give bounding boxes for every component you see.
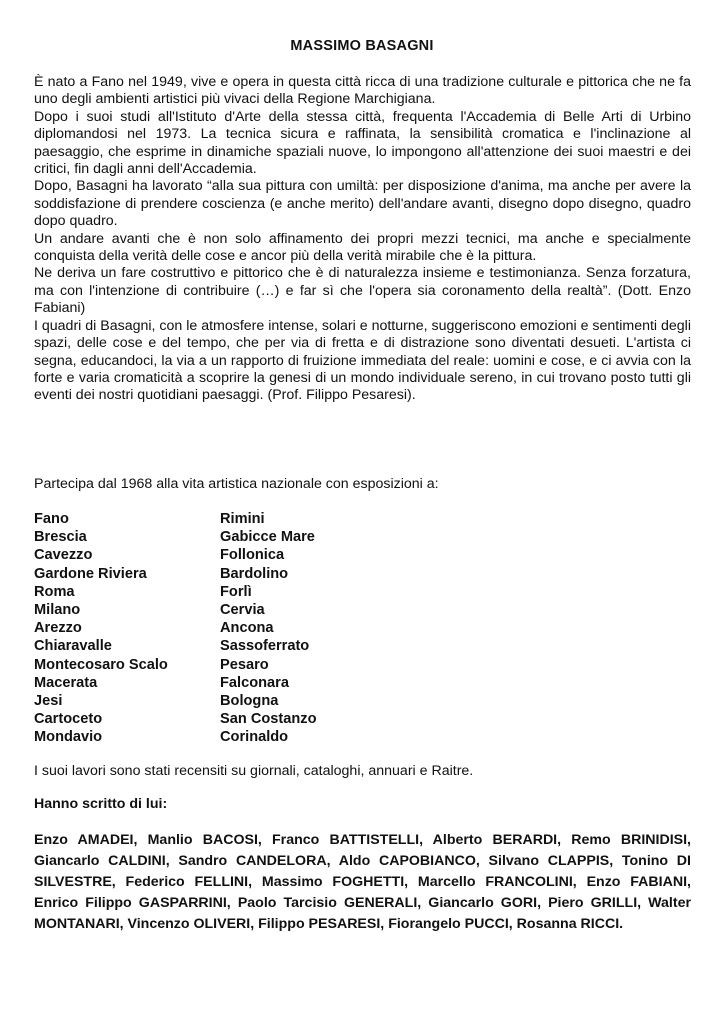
bio-paragraph: Dopo, Basagni ha lavorato “alla sua pittura con umiltà: per disposizione d'anima, ma anche per avere la soddisfazione di prendere coscienza (e anche merito) dell'andare avanti, disegno dopo disegno, quadro dopo quadro. (34, 178, 691, 230)
city-item: Chiaravalle (34, 638, 112, 655)
city-item: Rimini (220, 511, 265, 527)
exhibitions-intro: Partecipa dal 1968 alla vita artistica nazionale con esposizioni a: (34, 476, 439, 492)
city-item: Cervia (220, 602, 265, 619)
city-item: Montecosaro Scalo (34, 656, 168, 673)
city-item: San Costanzo (220, 711, 317, 728)
city-item: Follonica (220, 547, 285, 564)
city-item: Macerata (34, 674, 98, 691)
bio-paragraph: Un andare avanti che è non solo affinamento dei propri mezzi tecnici, ma anche e specialmente conquista della verità delle cose e ancor più della verità mirabile che è la pittura. (34, 230, 691, 265)
city-item: Gabicce Mare (220, 529, 315, 546)
city-item: Milano (34, 602, 81, 619)
bio-paragraph: Ne deriva un fare costruttivo e pittorico che è di naturalezza insieme e testimonianza. Senza forzatura, ma con l'intenzione di contribuire (…) e far sì che l'opera sia coronamento della realtà”. (Dott. Enzo Fabiani) (34, 265, 691, 317)
page-title: MASSIMO BASAGNI (290, 38, 434, 54)
biography (34, 74, 691, 405)
city-item: Gardone Riviera (34, 565, 147, 582)
city-item: Mondavio (34, 729, 103, 746)
city-item: Fano (34, 511, 69, 527)
city-item: Arezzo (34, 620, 82, 637)
city-item: Falconara (220, 674, 289, 691)
bio-paragraph: Dopo i suoi studi all'Istituto d'Arte della stessa città, frequenta l'Accademia di Belle Arti di Urbino diplomandosi nel 1973. La tecnica sicura e raffinata, la sensibilità cromatica e l'inclinazione al paesaggio, che esprime in dinamiche spaziali nuove, lo impongono all'attenzione dei suoi maestri e dei critici, fin dagli anni dell'Accademia. (34, 108, 691, 178)
city-list (34, 510, 394, 747)
city-item: Bardolino (220, 565, 289, 582)
city-item: Jesi (34, 693, 63, 710)
city-item: Cavezzo (34, 547, 93, 564)
city-item: Forlì (220, 583, 252, 600)
city-item: Sassoferrato (220, 638, 310, 655)
written-heading: Hanno scritto di lui: (34, 796, 168, 812)
reviews-note: I suoi lavori sono stati recensiti su giornali, cataloghi, annuari e Raitre. (34, 763, 474, 779)
city-item: Roma (34, 583, 75, 600)
city-item: Brescia (34, 529, 87, 546)
authors-list: Enzo AMADEI, Manlio BACOSI, Franco BATTISTELLI, Alberto BERARDI, Remo BRINIDISI, Giancarlo CALDINI, Sandro CANDELORA, Aldo CAPOBIANCO, Silvano CLAPPIS, Tonino DI SILVESTRE, Federico FELLINI, Massimo FOGHETTI, Marcello FRANCOLINI, Enzo FABIANI, Enrico Filippo GASPARRINI, Paolo Tarcisio GENERALI, Giancarlo GORI, Piero GRILLI, Walter MONTANARI, Vincenzo OLIVERI, Filippo PESARESI, Fiorangelo PUCCI, Rosanna RICCI. (34, 832, 691, 932)
city-item: Pesaro (220, 656, 269, 673)
city-item: Cartoceto (34, 711, 103, 728)
bio-paragraph: È nato a Fano nel 1949, vive e opera in questa città ricca di una tradizione culturale e pittorica che ne fa uno degli ambienti artistici più vivaci della Regione Marchigiana. (34, 74, 691, 108)
city-item: Corinaldo (220, 729, 289, 746)
bio-paragraph: I quadri di Basagni, con le atmosfere intense, solari e notturne, suggeriscono emozioni e sentimenti degli spazi, delle cose e del tempo, che per via di fretta e di distrazione sono diventati desueti. L'artista ci segna, educandoci, la via a un rapporto di fruizione immediata del reale: uomini e cose, e ci avvia con la forte e varia cromaticità a scoprire la genesi di un mondo individuale sereno, in cui trovano posto tutti gli eventi dei nostri quotidiani paesaggi. (Prof. Filippo Pesaresi). (34, 317, 691, 404)
city-item: Ancona (220, 620, 274, 637)
city-item: Bologna (220, 693, 279, 710)
